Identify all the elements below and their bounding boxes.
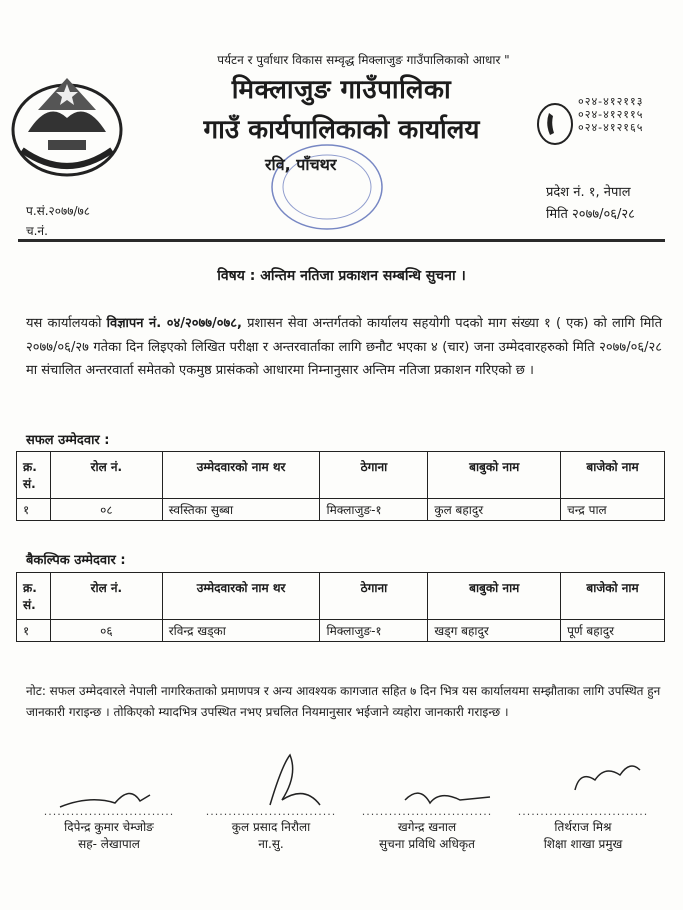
reference-number: प.सं.२०७७/७८	[26, 204, 91, 218]
successful-table	[16, 451, 665, 521]
signatory-1: ............................. दिपेन्द्र कुमार चेम्जोङ सह- लेखापाल	[34, 805, 184, 852]
signatory-name: खगेन्द्र खनाल	[397, 820, 457, 834]
notice-body	[26, 312, 662, 383]
subject: विषय : अन्तिम नतिजा प्रकाशन सम्बन्धि सुचना ।	[217, 268, 466, 284]
col-address: ठेगाना	[320, 573, 428, 620]
col-roll: रोल नं.	[50, 573, 162, 620]
issue-date: मिति २०७७/०६/२८	[546, 207, 635, 222]
cell-roll: ०८	[50, 499, 162, 521]
org-name: मिक्लाजुङ गाउँपालिका	[231, 75, 452, 105]
office-location: रवि, पाँचथर	[265, 155, 337, 174]
col-name: उम्मेदवारको नाम थर	[162, 452, 320, 499]
cell-sn: १	[17, 620, 51, 642]
table-header-row	[17, 573, 665, 620]
cell-father: खड्ग बहादुर	[428, 620, 561, 642]
cell-address: मिक्लाजुङ-१	[320, 499, 428, 521]
signatory-title: सुचना प्रविधि अधिकृत	[379, 837, 475, 851]
signatory-4: ............................. तिर्थराज मिश्र शिक्षा शाखा प्रमुख	[508, 805, 658, 852]
cell-grandfather: चन्द्र पाल	[561, 499, 665, 521]
phone-icon	[536, 102, 574, 146]
header-divider	[18, 239, 665, 242]
col-roll: रोल नं.	[50, 452, 162, 499]
cell-name: स्वस्तिका सुब्बा	[162, 499, 320, 521]
col-sn: क्र. सं.	[17, 452, 51, 499]
table-row	[17, 499, 665, 521]
signatory-name: कुल प्रसाद निरौला	[231, 820, 311, 834]
body-rest: प्रशासन सेवा अन्तर्गतको कार्यालय सहयोगी पदको माग संख्या १ ( एक) को लागि मिति २०७७/०६/२७ गतेका दिन लिइएको लिखित परीक्षा र अन्तरवार्ताका लागि छनौट भएका ४ (चार) जना उम्मेदवारहरुको मिति २०७७/०६/२८ मा संचालित अन्तरवार्ता समेतको एकमुष्ठ प्रासंकको आधारमा निम्नानुसार अन्तिम नतिजा प्रकाशन गरिएको छ ।	[26, 316, 662, 378]
phone-number: ०२४-४१२१६५	[578, 121, 644, 134]
cell-father: कुल बहादुर	[428, 499, 561, 521]
signatory-title: शिक्षा शाखा प्रमुख	[543, 837, 623, 851]
alternate-table	[16, 572, 665, 642]
cell-address: मिक्लाजुङ-१	[320, 620, 428, 642]
signatory-name: दिपेन्द्र कुमार चेम्जोङ	[64, 820, 154, 834]
col-father: बाबुको नाम	[428, 573, 561, 620]
phone-numbers	[578, 95, 643, 134]
col-address: ठेगाना	[320, 452, 428, 499]
signatory-title: ना.सु.	[258, 837, 284, 851]
cell-grandfather: पूर्ण बहादुर	[561, 620, 665, 642]
signatory-title: सह- लेखापाल	[78, 837, 140, 851]
dispatch-number: च.नं.	[26, 224, 48, 238]
col-name: उम्मेदवारको नाम थर	[162, 573, 320, 620]
cell-name: रविन्द्र खड्का	[162, 620, 320, 642]
col-sn: क्र. सं.	[17, 573, 51, 620]
phone-number: ०२४-४१२११३	[578, 95, 644, 108]
note: नोट: सफल उम्मेदवारले नेपाली नागरिकताको प्रमाणपत्र र अन्य आवश्यक कागजात सहित ७ दिन भित्र यस कार्यालयमा सम्झौताका लागि उपस्थित हुन जानकारी गराइन्छ । तोकिएको म्यादभित्र उपस्थित नभए प्रचलित नियमानुसार भईजाने व्यहोरा जानकारी गराइन्छ ।	[26, 684, 661, 719]
table-row	[17, 620, 665, 642]
signatory-name: तिर्थराज मिश्र	[554, 820, 612, 834]
col-grandfather: बाजेको नाम	[561, 573, 665, 620]
body-advert-number: विज्ञापन नं. ०४/२०७७/०७८,	[106, 316, 242, 331]
col-father: बाबुको नाम	[428, 452, 561, 499]
col-grandfather: बाजेको नाम	[561, 452, 665, 499]
table-header-row	[17, 452, 665, 499]
phone-number: ०२४-४१२११५	[578, 108, 644, 121]
cell-roll: ०६	[50, 620, 162, 642]
signatory-2: ............................. कुल प्रसाद निरौला ना.सु.	[196, 805, 346, 852]
signatory-3: ............................. खगेन्द्र खनाल सुचना प्रविधि अधिकृत	[352, 805, 502, 852]
successful-title: सफल उम्मेदवार :	[26, 433, 110, 448]
office-name: गाउँ कार्यपालिकाको कार्यालय	[203, 115, 480, 145]
cell-sn: १	[17, 499, 51, 521]
alternate-title: बैकल्पिक उम्मेदवार :	[26, 553, 126, 568]
province: प्रदेश नं. १, नेपाल	[546, 185, 631, 200]
motto: पर्यटन र पुर्वाधार विकास सम्वृद्ध मिक्लाजुङ गाउँपालिकाको आधार "	[217, 53, 510, 67]
body-lead: यस कार्यालयको	[26, 316, 107, 331]
